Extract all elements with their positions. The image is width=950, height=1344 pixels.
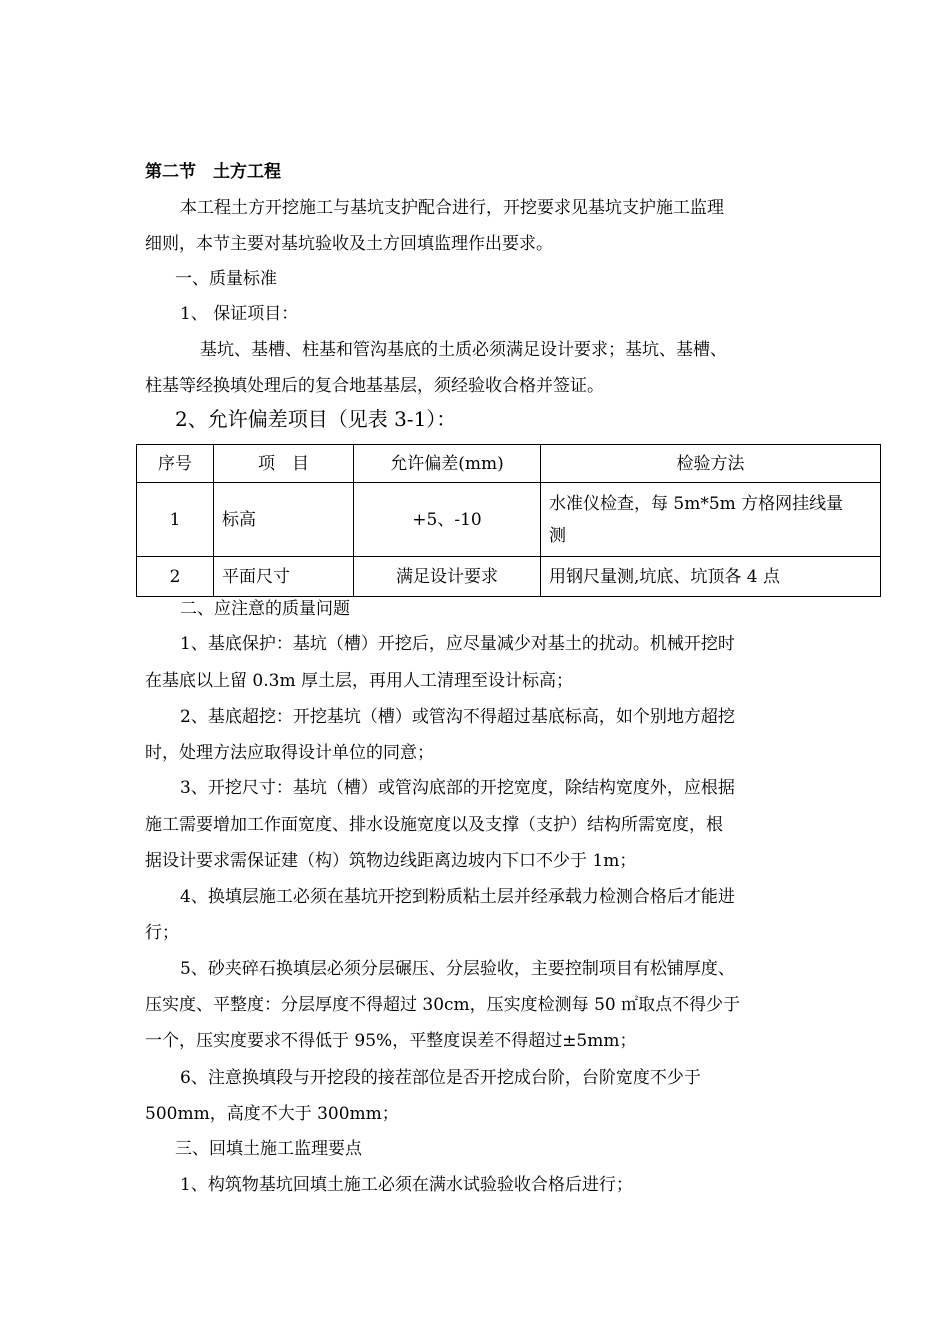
method-cell bbox=[541, 557, 881, 597]
method-text: 水准仪检查，每 5m*5m 方格网挂线量 bbox=[549, 493, 844, 514]
heading-backfill-supervision: 三、回填土施工监理要点 bbox=[175, 1139, 362, 1159]
header-cell: 项 目 bbox=[214, 445, 354, 483]
heading-quality-standard: 一、质量标准 bbox=[175, 269, 277, 289]
heading-allowed-deviation: 2、允许偏差项目（见表 3-1）： bbox=[175, 407, 457, 431]
issue-line: 压实度、平整度：分层厚度不得超过 30cm，压实度检测每 50 ㎡取点不得少于 bbox=[145, 995, 741, 1015]
deviation-table bbox=[136, 444, 881, 597]
guarantee-line: 基坑、基槽、柱基和管沟基底的土质必须满足设计要求；基坑、基槽、 bbox=[200, 340, 727, 360]
tolerance-cell: +5、-10 bbox=[354, 483, 541, 557]
table-header-row bbox=[137, 445, 881, 483]
issue-line: 4、换填层施工必须在基坑开挖到粉质粘土层并经承载力检测合格后才能进 bbox=[180, 887, 735, 907]
header-cell: 允许偏差(mm) bbox=[354, 445, 541, 483]
tolerance-cell: 满足设计要求 bbox=[354, 557, 541, 597]
heading-quality-issues: 二、应注意的质量问题 bbox=[180, 599, 350, 619]
issue-line: 1、基底保护：基坑（槽）开挖后，应尽量减少对基土的扰动。机械开挖时 bbox=[180, 634, 735, 654]
issue-line: 时，处理方法应取得设计单位的同意； bbox=[145, 743, 434, 763]
issue-line: 一个，压实度要求不得低于 95%，平整度误差不得超过±5mm； bbox=[145, 1031, 637, 1051]
method-text: 测 bbox=[549, 525, 566, 546]
header-cell: 检验方法 bbox=[541, 445, 881, 483]
item-cell: 标高 bbox=[214, 483, 354, 557]
method-cell bbox=[541, 483, 881, 557]
method-text: 用钢尺量测,坑底、坑顶各 4 点 bbox=[549, 566, 781, 587]
table-row bbox=[137, 557, 881, 597]
issue-line: 5、砂夹碎石换填层必须分层碾压、分层验收，主要控制项目有松铺厚度、 bbox=[180, 959, 735, 979]
issue-line: 6、注意换填段与开挖段的接茬部位是否开挖成台阶，台阶宽度不少于 bbox=[180, 1068, 701, 1088]
issue-line: 在基底以上留 0.3m 厚土层，再用人工清理至设计标高； bbox=[145, 671, 573, 691]
row-number-cell: 2 bbox=[137, 557, 214, 597]
section-title: 第二节 土方工程 bbox=[145, 162, 281, 182]
issue-line: 2、基底超挖：开挖基坑（槽）或管沟不得超过基底标高，如个别地方超挖 bbox=[180, 707, 735, 727]
guarantee-line: 柱基等经换填处理后的复合地基基层，须经验收合格并签证。 bbox=[145, 376, 604, 396]
issue-line: 据设计要求需保证建（构）筑物边线距离边坡内下口不少于 1m； bbox=[145, 851, 637, 871]
row-number-cell: 1 bbox=[137, 483, 214, 557]
issue-line: 行； bbox=[145, 923, 179, 943]
issue-line: 施工需要增加工作面宽度、排水设施宽度以及支撑（支护）结构所需宽度，根 bbox=[145, 815, 723, 835]
issue-line: 500mm，高度不大于 300mm； bbox=[145, 1104, 399, 1124]
item-cell: 平面尺寸 bbox=[214, 557, 354, 597]
heading-guarantee-items: 1、 保证项目： bbox=[180, 304, 299, 324]
backfill-point-line: 1、构筑物基坑回填土施工必须在满水试验验收合格后进行； bbox=[180, 1175, 633, 1195]
intro-line: 本工程土方开挖施工与基坑支护配合进行，开挖要求见基坑支护施工监理 bbox=[180, 198, 724, 218]
table-row bbox=[137, 483, 881, 557]
header-cell: 序号 bbox=[137, 445, 214, 483]
intro-line: 细则，本节主要对基坑验收及土方回填监理作出要求。 bbox=[145, 234, 553, 254]
issue-line: 3、开挖尺寸：基坑（槽）或管沟底部的开挖宽度，除结构宽度外，应根据 bbox=[180, 778, 735, 798]
